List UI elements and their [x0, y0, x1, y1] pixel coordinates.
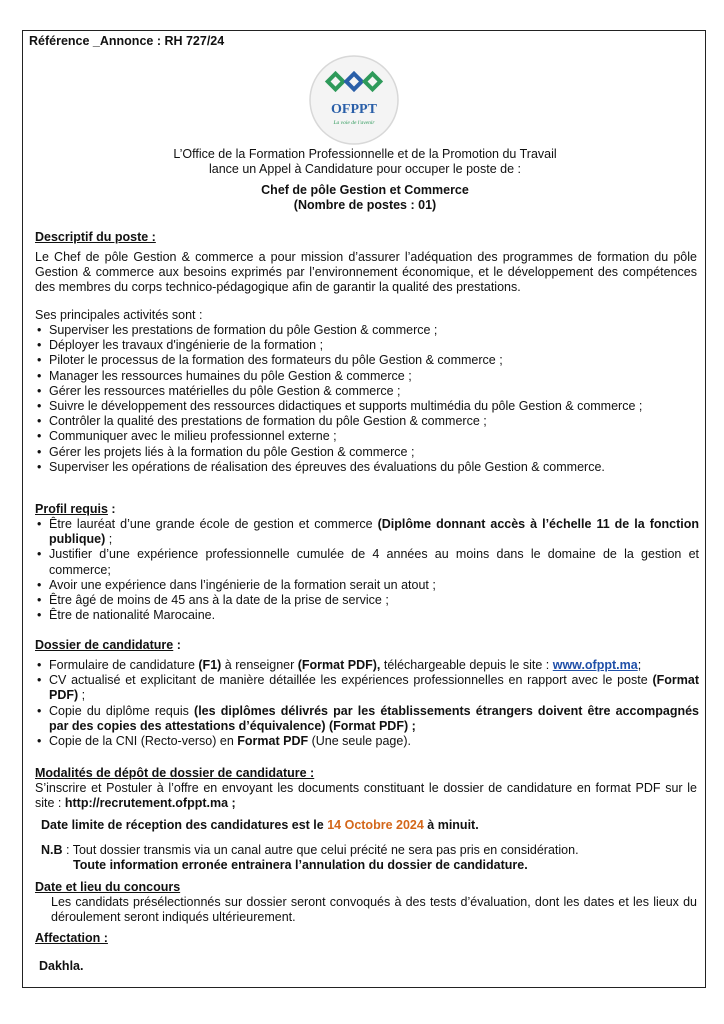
dossier-heading: Dossier de candidature :	[35, 638, 181, 652]
list-item: • CV actualisé et explicitant de manière détaillée les expériences professionnelles en rapport avec le poste (Format PDF) ;	[35, 673, 699, 703]
list-item: • Copie de la CNI (Recto-verso) en Format PDF (Une seule page).	[35, 734, 699, 749]
list-item: • Contrôler la qualité des prestations de formation du pôle Gestion & commerce ;	[35, 414, 699, 429]
deadline-text: Date limite de réception des candidatures est le 14 Octobre 2024 à minuit.	[41, 818, 479, 832]
list-item: • Gérer les projets liés à la formation du pôle Gestion & commerce ;	[35, 445, 699, 460]
list-item: • Être âgé de moins de 45 ans à la date de la prise de service ;	[35, 593, 699, 608]
svg-text:OFPPT: OFPPT	[331, 102, 377, 117]
list-item: • Superviser les prestations de formation du pôle Gestion & commerce ;	[35, 323, 699, 338]
recruitment-site: http://recrutement.ofppt.ma ;	[64, 796, 236, 811]
description-heading: Descriptif du poste :	[35, 230, 156, 244]
list-item: • Manager les ressources humaines du pôle Gestion & commerce ;	[35, 369, 699, 384]
announcement-page	[22, 30, 706, 988]
list-item: • Déployer les travaux d'ingénierie de la formation ;	[35, 338, 699, 353]
list-item: • Justifier d’une expérience professionnelle cumulée de 4 années au moins dans le domaine de la gestion et commerce;	[35, 547, 699, 577]
description-text: Le Chef de pôle Gestion & commerce a pour mission d’assurer l’adéquation des programmes de formation du pôle Gestion & commerce aux besoins exprimés par l’environnement économique, et le développement des compétences des membres du corps technico-pédagogique afin de garantir la qualité des prestations.	[35, 250, 697, 295]
affectation-heading: Affectation :	[35, 931, 108, 945]
depot-text: S’inscrire et Postuler à l’offre en envoyant les documents constituant le dossier de candidature en format PDF sur le site : http://recrutement.ofppt.ma ;	[35, 781, 697, 811]
depot-heading: Modalités de dépôt de dossier de candidature :	[35, 766, 315, 780]
intro-line-1: L’Office de la Formation Professionnelle et de la Promotion du Travail	[173, 147, 557, 161]
affectation-place: Dakhla.	[39, 959, 84, 973]
activities-intro: Ses principales activités sont :	[35, 308, 203, 322]
list-item: • Être de nationalité Marocaine.	[35, 608, 699, 623]
list-item: • Copie du diplôme requis (les diplômes délivrés par les établissements étrangers doivent être accompagnés par des copies des attestations d’équivalence) (Format PDF) ;	[35, 704, 699, 734]
profile-list	[35, 517, 699, 623]
list-item: • Gérer les ressources matérielles du pôle Gestion & commerce ;	[35, 384, 699, 399]
list-item: • Suivre le développement des ressources didactiques et supports multimédia du pôle Gestion & commerce ;	[35, 399, 699, 414]
list-item: • Superviser les opérations de réalisation des épreuves des évaluations du pôle Gestion & commerce.	[35, 460, 699, 475]
ofppt-logo	[307, 53, 401, 147]
activities-list	[35, 323, 699, 475]
concours-heading: Date et lieu du concours	[35, 880, 181, 894]
list-item: • Communiquer avec le milieu professionnel externe ;	[35, 429, 699, 444]
nb-warning: Toute information erronée entrainera l’annulation du dossier de candidature.	[73, 858, 528, 872]
job-positions: (Nombre de postes : 01)	[293, 198, 437, 212]
deadline-date: 14 Octobre 2024	[327, 818, 424, 832]
ofppt-website-link[interactable]: www.ofppt.ma	[552, 658, 638, 672]
list-item: • Avoir une expérience dans l’ingénierie de la formation serait un atout ;	[35, 578, 699, 593]
list-item: • Formulaire de candidature (F1) à renseigner (Format PDF), téléchargeable depuis le site : www.ofppt.ma;	[35, 658, 699, 673]
profile-heading: Profil requis :	[35, 502, 116, 516]
list-item: • Être lauréat d’une grande école de gestion et commerce (Diplôme donnant accès à l’échelle 11 de la fonction publique) ;	[35, 517, 699, 547]
intro-line-2: lance un Appel à Candidature pour occuper le poste de :	[208, 162, 522, 176]
concours-text: Les candidats présélectionnés sur dossier seront convoqués à des tests d’évaluation, dont les dates et les lieux du déroulement seront indiqués ultérieurement.	[51, 895, 697, 925]
dossier-list	[35, 658, 699, 749]
nb-note: N.B : Tout dossier transmis via un canal autre que celui précité ne sera pas pris en considération.	[41, 843, 579, 857]
job-title: Chef de pôle Gestion et Commerce	[261, 183, 469, 197]
reference-number: Référence _Annonce : RH 727/24	[29, 34, 225, 48]
list-item: • Piloter le processus de la formation des formateurs du pôle Gestion & commerce ;	[35, 353, 699, 368]
svg-text:La voie de l'avenir: La voie de l'avenir	[333, 120, 375, 126]
ofppt-logo-icon	[307, 53, 401, 147]
